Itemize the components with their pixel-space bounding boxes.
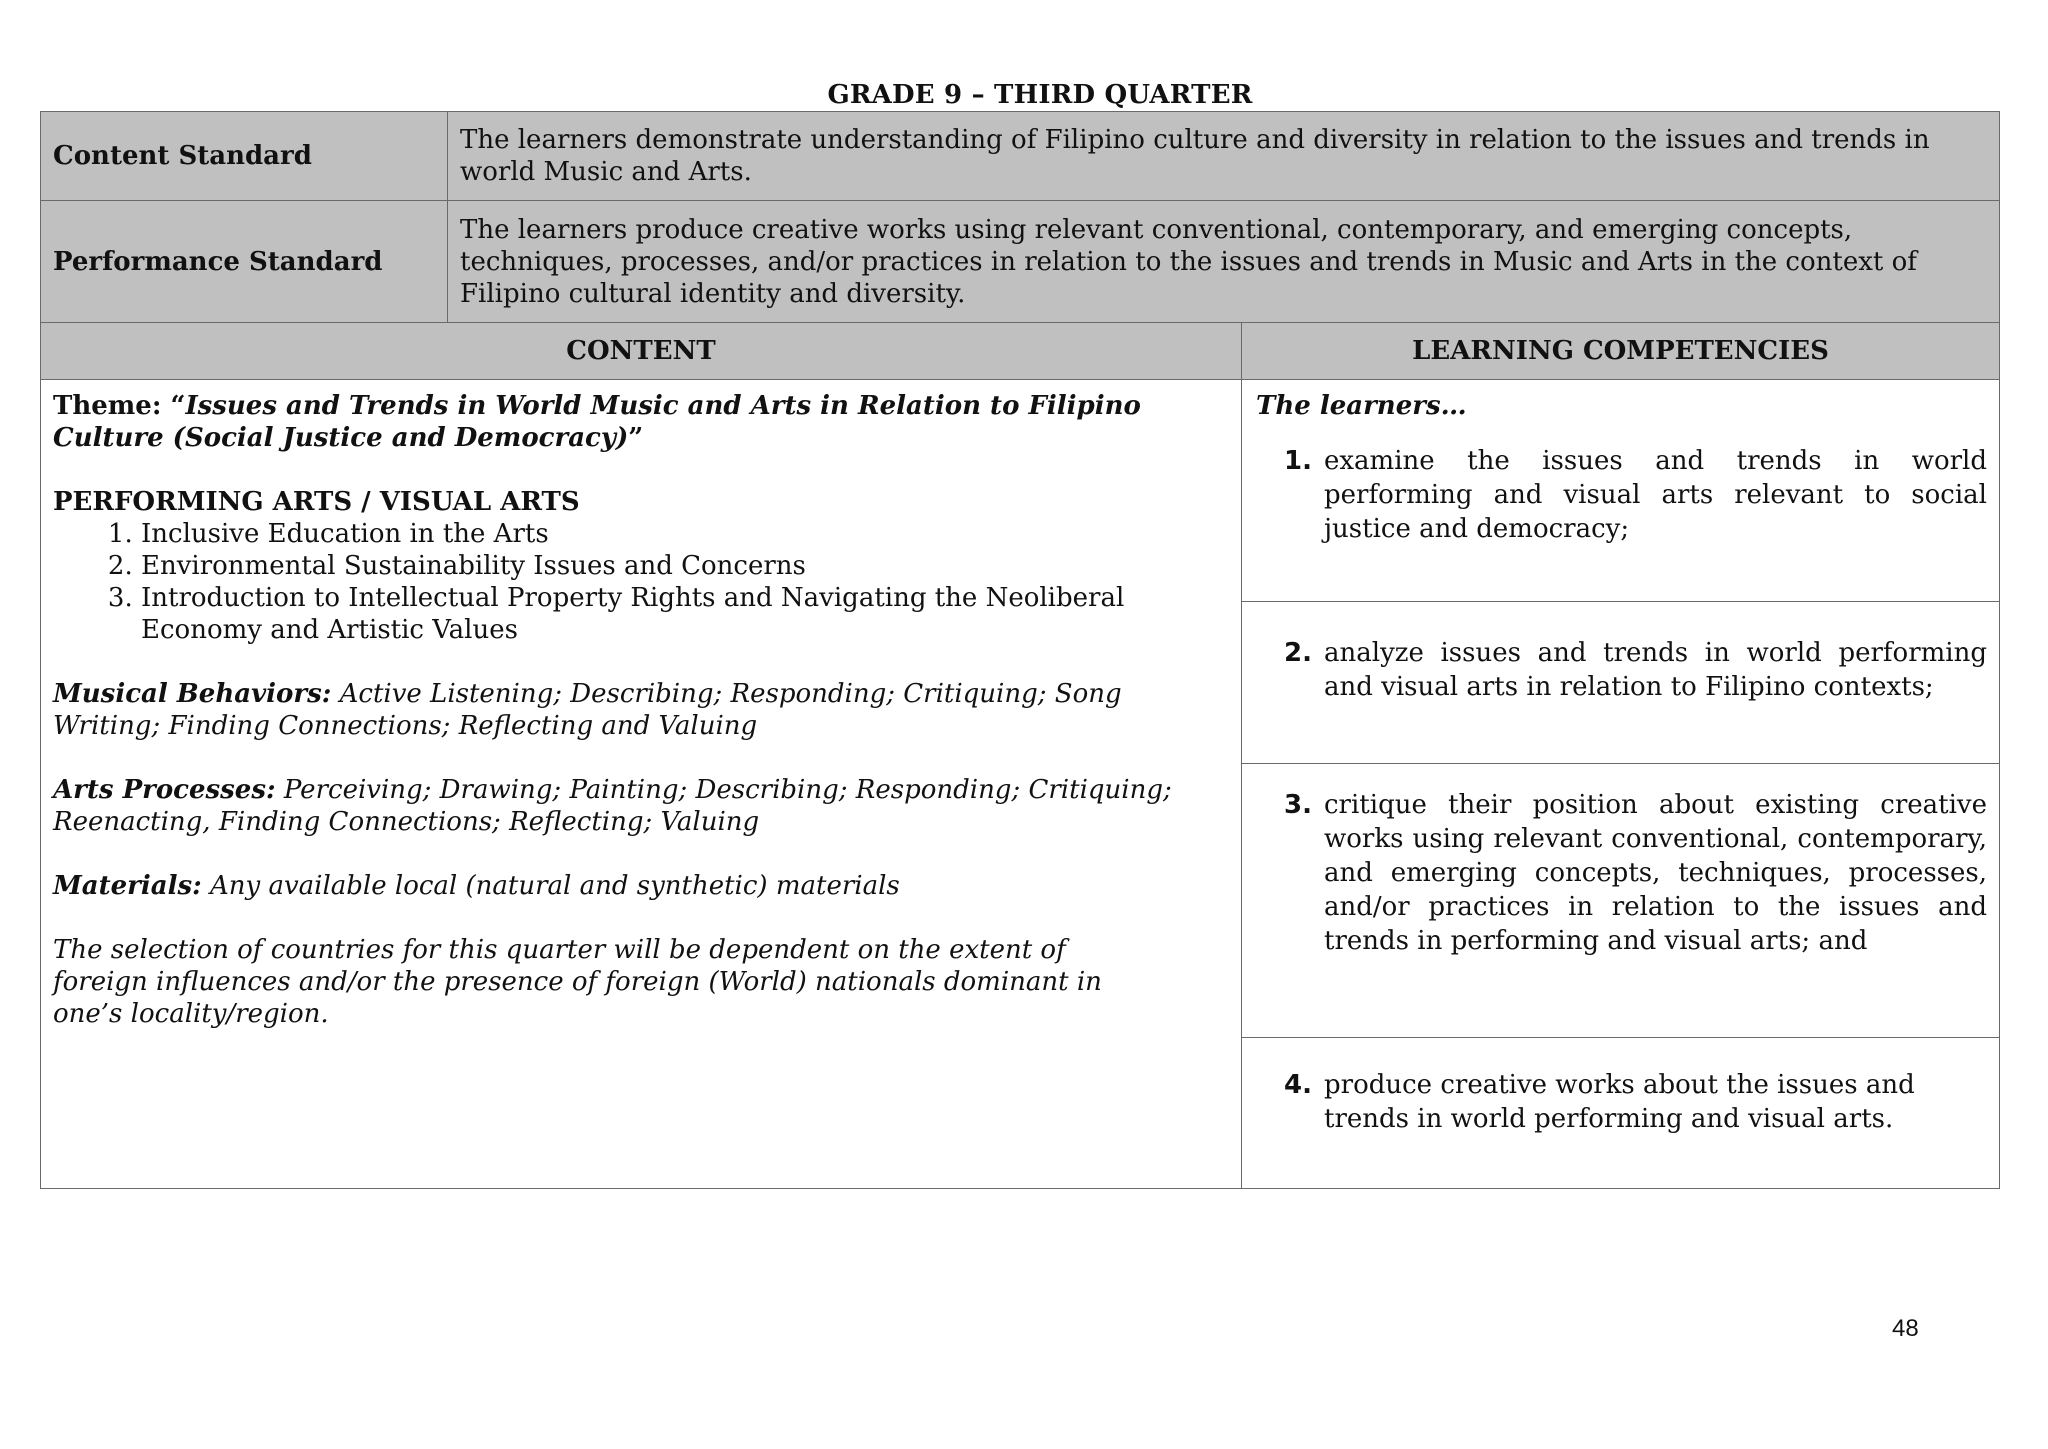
list-item: 3. Introduction to Intellectual Property Rights and Navigating the Neoliberal Economy and Artistic Values — [141, 582, 1229, 646]
standards-table — [40, 111, 2000, 323]
theme-close: ” — [628, 423, 644, 453]
theme — [53, 390, 1229, 454]
content-standard-label: Content Standard — [41, 112, 448, 201]
list-item: 2. Environmental Sustainability Issues and Concerns — [141, 550, 1229, 582]
competency-item — [1242, 764, 1999, 1038]
materials — [53, 870, 1229, 902]
arts-processes — [53, 774, 1229, 838]
selection-note: The selection of countries for this quarter will be dependent on the extent of foreign influences and/or the presence of foreign (World) nationals dominant in one’s locality/region. — [53, 935, 1102, 1029]
page-number: 48 — [1892, 1315, 1919, 1342]
theme-label: Theme: “ — [53, 391, 186, 421]
materials-text: Any available local (natural and synthetic) materials — [209, 871, 900, 901]
performance-standard-text: The learners produce creative works using relevant conventional, contemporary, and emerging concepts, techniques, processes, and/or practices in relation to the issues and trends in Music and Arts in the context of Filipino cultural identity and diversity. — [448, 201, 2000, 323]
learners-intro: The learners… — [1256, 391, 1467, 421]
content-standard-row — [41, 112, 2000, 201]
competency-item — [1242, 602, 1999, 764]
musical-behaviors — [53, 678, 1229, 742]
musical-behaviors-text: Active Listening; Describing; Responding; Critiquing; Song Writing; Finding Connections; Reflecting and Valuing — [53, 679, 1122, 741]
content-standard-text: The learners demonstrate understanding of Filipino culture and diversity in relation to the issues and trends in world Music and Arts. — [448, 112, 2000, 201]
competency-text: examine the issues and trends in world performing and visual arts relevant to social justice and democracy; — [1324, 446, 1987, 544]
table-body-row — [41, 380, 2000, 1189]
page-title: GRADE 9 – THIRD QUARTER — [827, 80, 1253, 110]
section-heading: PERFORMING ARTS / VISUAL ARTS — [53, 487, 580, 517]
arts-processes-label: Arts Processes: — [53, 775, 276, 805]
performance-standard-row — [41, 201, 2000, 323]
table-header-row — [41, 323, 2000, 380]
competency-number: 4. — [1284, 1070, 1312, 1100]
competency-number: 2. — [1284, 638, 1312, 668]
competency-number: 1. — [1284, 446, 1312, 476]
competency-text: produce creative works about the issues and trends in world performing and visual arts. — [1324, 1070, 1915, 1134]
competency-item — [1242, 430, 1999, 602]
topic-list — [53, 518, 1229, 646]
competency-item — [1242, 1038, 1999, 1188]
competency-text: analyze issues and trends in world performing and visual arts in relation to Filipino contexts; — [1324, 638, 1987, 702]
list-item: 1. Inclusive Education in the Arts — [141, 518, 1229, 550]
competencies-cell — [1242, 380, 2000, 1189]
competency-number: 3. — [1284, 790, 1312, 820]
competencies-header: LEARNING COMPETENCIES — [1242, 323, 2000, 380]
content-header: CONTENT — [41, 323, 1242, 380]
musical-behaviors-label: Musical Behaviors: — [53, 679, 332, 709]
curriculum-table — [40, 322, 2000, 1189]
arts-processes-text: Perceiving; Drawing; Painting; Describing; Responding; Critiquing; Reenacting, Finding Connections; Reflecting; Valuing — [53, 775, 1172, 837]
theme-title: Issues and Trends in World Music and Arts in Relation to Filipino Culture (Social Justice and Democracy) — [53, 391, 1141, 453]
performance-standard-label: Performance Standard — [41, 201, 448, 323]
materials-label: Materials: — [53, 871, 202, 901]
content-cell — [41, 380, 1242, 1189]
competency-text: critique their position about existing creative works using relevant conventional, contemporary, and emerging concepts, techniques, processes, and/or practices in relation to the issues and trends in performing and visual arts; and — [1324, 790, 1987, 956]
